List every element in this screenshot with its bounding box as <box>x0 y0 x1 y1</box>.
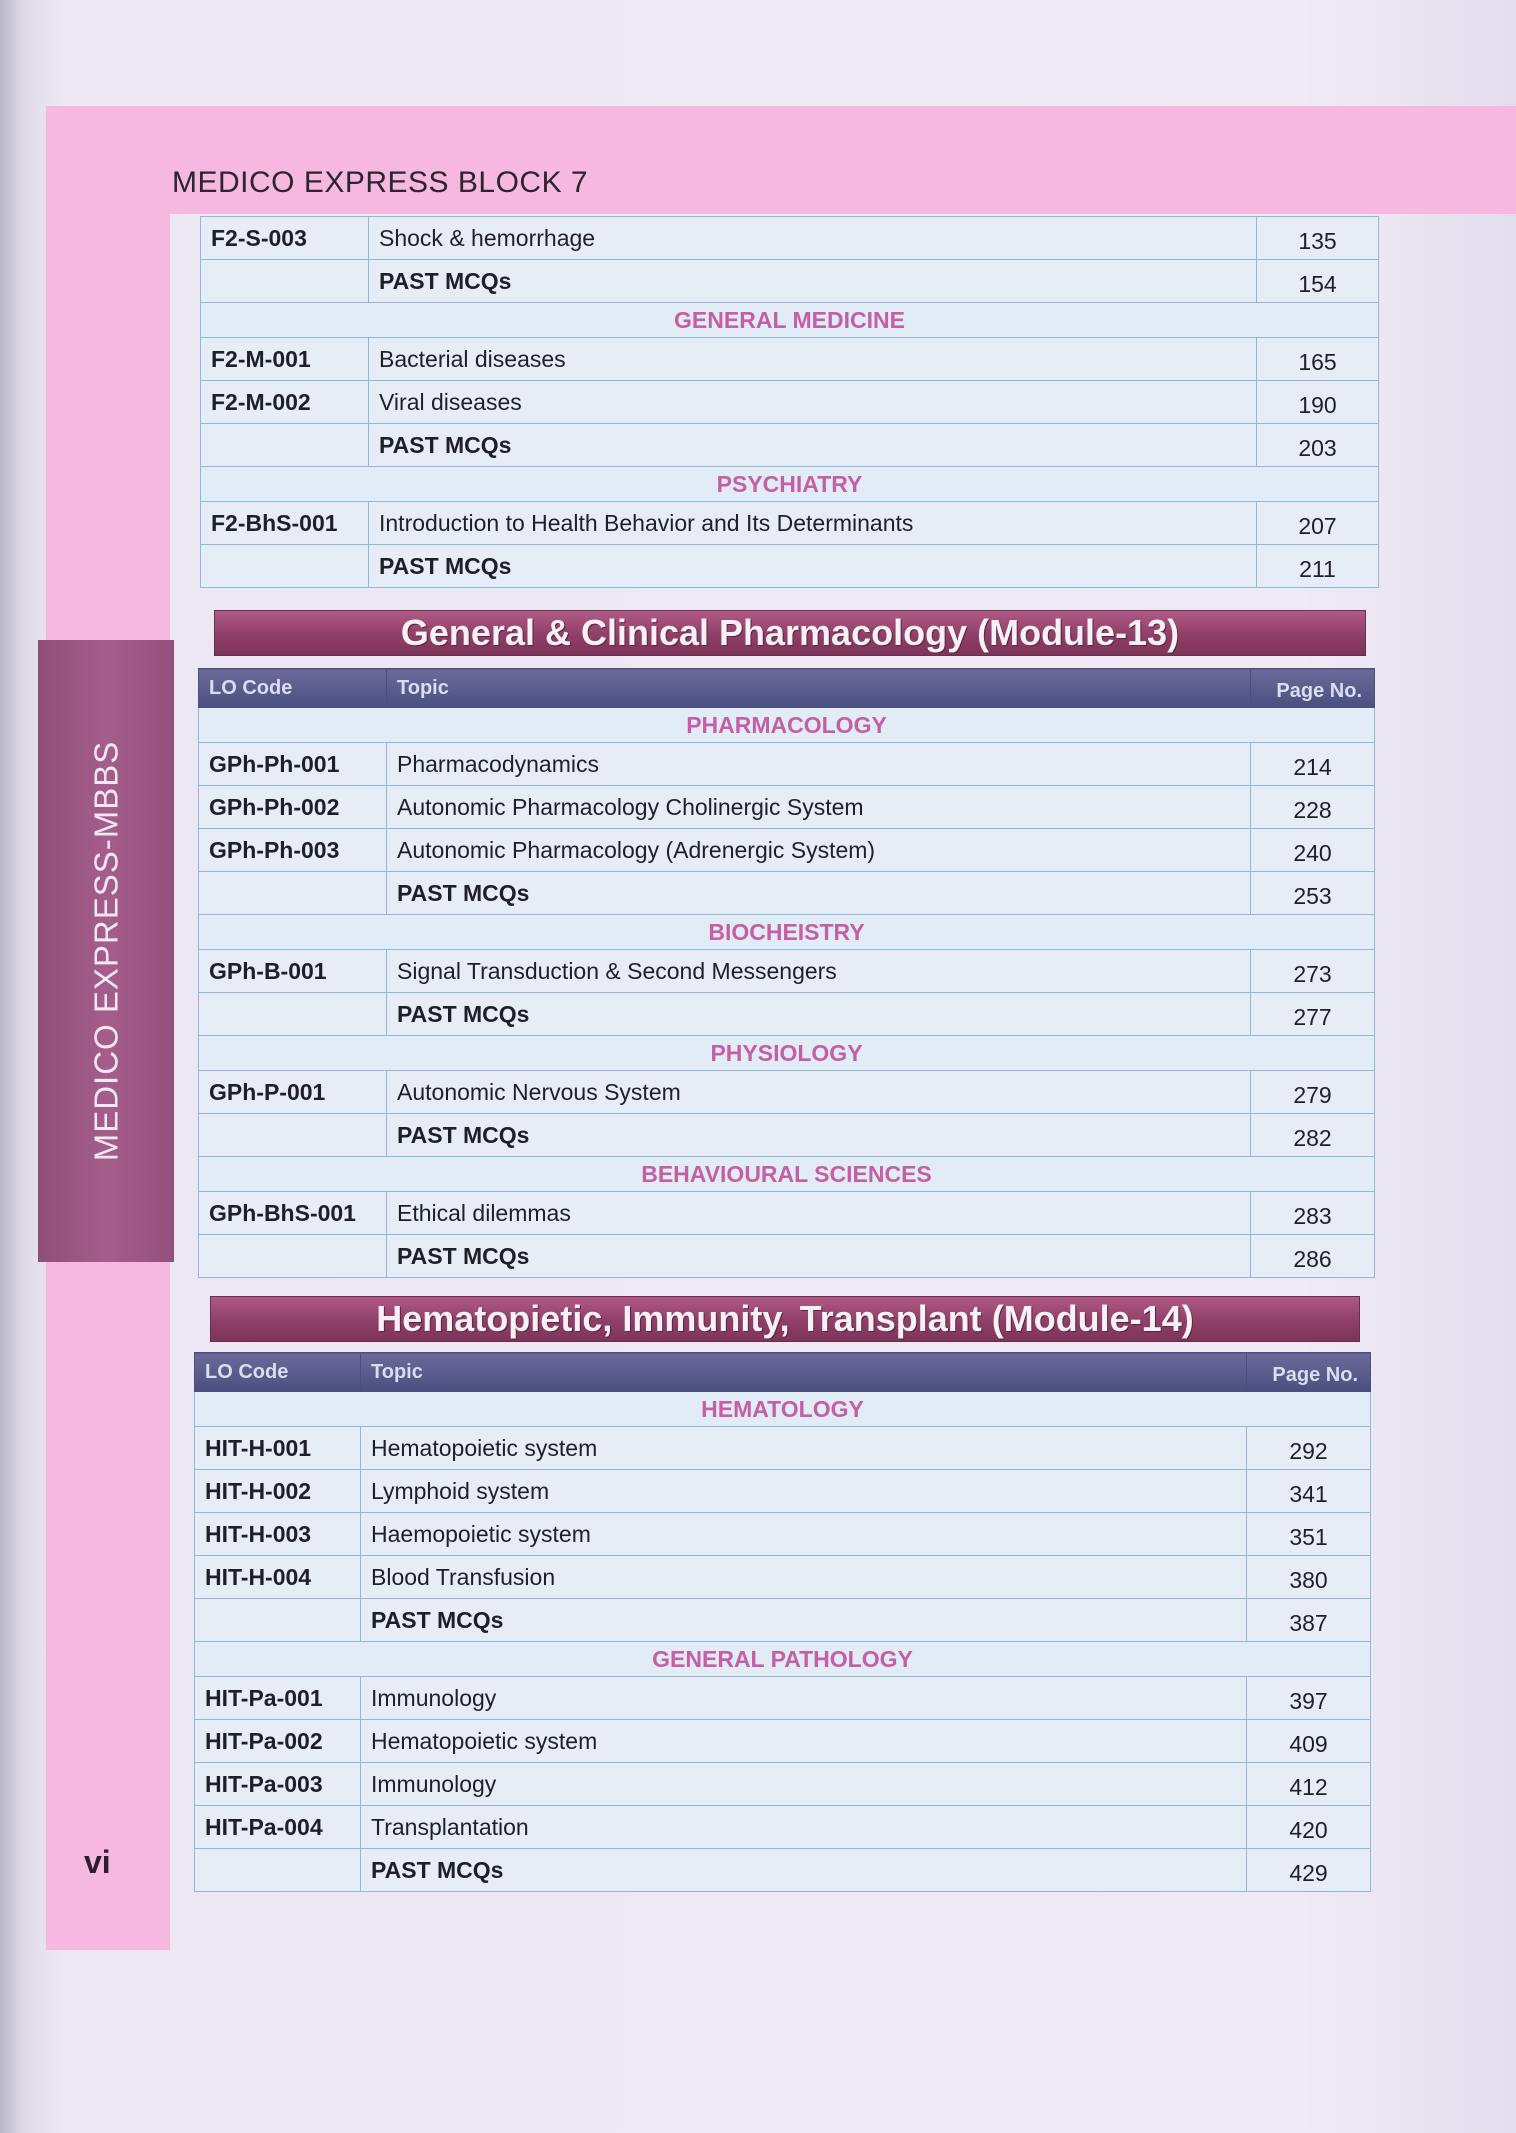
page-no: 228 <box>1251 786 1375 829</box>
page-no: 190 <box>1257 381 1379 424</box>
past-mcqs-row <box>201 260 1379 303</box>
section-heading: HEMATOLOGY <box>195 1392 1371 1427</box>
page-no: 211 <box>1257 545 1379 588</box>
topic: PAST MCQs <box>369 545 1257 588</box>
topic: Blood Transfusion <box>361 1556 1247 1599</box>
page-no: 397 <box>1247 1677 1371 1720</box>
page-no: 412 <box>1247 1763 1371 1806</box>
table-row <box>195 1677 1371 1720</box>
module-13-table <box>198 668 1375 1278</box>
page-no: 409 <box>1247 1720 1371 1763</box>
lo-code: HIT-H-004 <box>195 1556 361 1599</box>
header-topic: Topic <box>361 1353 1247 1392</box>
past-mcqs-row <box>199 993 1375 1036</box>
page-no: 277 <box>1251 993 1375 1036</box>
past-mcqs-row <box>195 1849 1371 1892</box>
past-mcqs-row <box>195 1599 1371 1642</box>
table-row <box>195 1470 1371 1513</box>
page-no: 154 <box>1257 260 1379 303</box>
module-13-title: General & Clinical Pharmacology (Module-13) <box>400 612 1180 653</box>
topic: Ethical dilemmas <box>387 1192 1251 1235</box>
table-row <box>195 1513 1371 1556</box>
header-page-no: Page No. <box>1247 1353 1371 1392</box>
table-header-row <box>199 669 1375 708</box>
section-row <box>199 1157 1375 1192</box>
topic: Bacterial diseases <box>369 338 1257 381</box>
lo-code <box>199 872 387 915</box>
table-row <box>195 1720 1371 1763</box>
page-no: 351 <box>1247 1513 1371 1556</box>
topic: Hematopoietic system <box>361 1427 1247 1470</box>
past-mcqs-row <box>199 872 1375 915</box>
page-no: 279 <box>1251 1071 1375 1114</box>
page-no: 240 <box>1251 829 1375 872</box>
section-row <box>199 1036 1375 1071</box>
page-number: vi <box>84 1844 111 1880</box>
topic: PAST MCQs <box>387 872 1251 915</box>
topic: PAST MCQs <box>361 1849 1247 1892</box>
section-heading: PHARMACOLOGY <box>199 708 1375 743</box>
lo-code <box>195 1599 361 1642</box>
topic: PAST MCQs <box>369 424 1257 467</box>
topic: Immunology <box>361 1677 1247 1720</box>
table-row <box>195 1763 1371 1806</box>
topic: Hematopoietic system <box>361 1720 1247 1763</box>
page-no: 165 <box>1257 338 1379 381</box>
lo-code: HIT-Pa-004 <box>195 1806 361 1849</box>
header-topic: Topic <box>387 669 1251 708</box>
header-lo-code: LO Code <box>199 669 387 708</box>
table-row <box>199 786 1375 829</box>
lo-code: GPh-B-001 <box>199 950 387 993</box>
table-row <box>199 829 1375 872</box>
module-14-table <box>194 1352 1371 1892</box>
section-row <box>201 303 1379 338</box>
lo-code: GPh-Ph-003 <box>199 829 387 872</box>
page-no: 282 <box>1251 1114 1375 1157</box>
module-14-banner <box>210 1296 1360 1342</box>
header-page-no: Page No. <box>1251 669 1375 708</box>
past-mcqs-row <box>199 1235 1375 1278</box>
topic: Introduction to Health Behavior and Its Determinants <box>369 502 1257 545</box>
past-mcqs-row <box>199 1114 1375 1157</box>
page-no: 380 <box>1247 1556 1371 1599</box>
lo-code: F2-M-001 <box>201 338 369 381</box>
toc-body <box>201 217 1379 588</box>
module-14-body <box>195 1353 1371 1892</box>
page-no: 207 <box>1257 502 1379 545</box>
header-lo-code: LO Code <box>195 1353 361 1392</box>
lo-code <box>195 1849 361 1892</box>
section-heading: GENERAL MEDICINE <box>201 303 1379 338</box>
table-row <box>201 338 1379 381</box>
table-row <box>195 1556 1371 1599</box>
topic: Autonomic Nervous System <box>387 1071 1251 1114</box>
section-row <box>195 1392 1371 1427</box>
side-tab-label: MEDICO EXPRESS-MBBS <box>87 740 125 1162</box>
module-13-banner <box>214 610 1366 656</box>
page-title: MEDICO EXPRESS BLOCK 7 <box>172 166 589 199</box>
table-row <box>199 1192 1375 1235</box>
section-row <box>199 708 1375 743</box>
section-row <box>199 915 1375 950</box>
topic: PAST MCQs <box>387 1114 1251 1157</box>
table-row <box>199 950 1375 993</box>
section-heading: PSYCHIATRY <box>201 467 1379 502</box>
lo-code <box>201 260 369 303</box>
topic: PAST MCQs <box>361 1599 1247 1642</box>
module-14-title: Hematopietic, Immunity, Transplant (Module-14) <box>376 1298 1194 1339</box>
table-row <box>201 217 1379 260</box>
table-row <box>201 381 1379 424</box>
section-heading: GENERAL PATHOLOGY <box>195 1642 1371 1677</box>
table-row <box>201 502 1379 545</box>
topic: PAST MCQs <box>369 260 1257 303</box>
topic: Immunology <box>361 1763 1247 1806</box>
page-no: 286 <box>1251 1235 1375 1278</box>
table-row <box>199 1071 1375 1114</box>
side-tab-label-wrap <box>38 640 174 1262</box>
page-no: 214 <box>1251 743 1375 786</box>
lo-code <box>201 424 369 467</box>
page-no: 387 <box>1247 1599 1371 1642</box>
section-heading: PHYSIOLOGY <box>199 1036 1375 1071</box>
page-no: 135 <box>1257 217 1379 260</box>
lo-code <box>199 993 387 1036</box>
lo-code: HIT-Pa-001 <box>195 1677 361 1720</box>
section-heading: BIOCHEISTRY <box>199 915 1375 950</box>
table-row <box>195 1427 1371 1470</box>
topic: Lymphoid system <box>361 1470 1247 1513</box>
page-no: 429 <box>1247 1849 1371 1892</box>
lo-code <box>201 545 369 588</box>
topic: Autonomic Pharmacology (Adrenergic System) <box>387 829 1251 872</box>
topic: Transplantation <box>361 1806 1247 1849</box>
lo-code <box>199 1114 387 1157</box>
lo-code: HIT-Pa-003 <box>195 1763 361 1806</box>
past-mcqs-row <box>201 545 1379 588</box>
lo-code: HIT-H-002 <box>195 1470 361 1513</box>
table-header-row <box>195 1353 1371 1392</box>
table-row <box>195 1806 1371 1849</box>
lo-code: GPh-Ph-002 <box>199 786 387 829</box>
topic: Signal Transduction & Second Messengers <box>387 950 1251 993</box>
page-no: 203 <box>1257 424 1379 467</box>
topic: Shock & hemorrhage <box>369 217 1257 260</box>
lo-code: F2-M-002 <box>201 381 369 424</box>
page-no: 420 <box>1247 1806 1371 1849</box>
page-no: 283 <box>1251 1192 1375 1235</box>
toc-table-continued <box>200 216 1379 588</box>
topic: Pharmacodynamics <box>387 743 1251 786</box>
lo-code: GPh-BhS-001 <box>199 1192 387 1235</box>
lo-code: F2-BhS-001 <box>201 502 369 545</box>
lo-code: HIT-Pa-002 <box>195 1720 361 1763</box>
past-mcqs-row <box>201 424 1379 467</box>
lo-code: HIT-H-003 <box>195 1513 361 1556</box>
section-row <box>195 1642 1371 1677</box>
topic: PAST MCQs <box>387 1235 1251 1278</box>
section-heading: BEHAVIOURAL SCIENCES <box>199 1157 1375 1192</box>
page-no: 253 <box>1251 872 1375 915</box>
lo-code <box>199 1235 387 1278</box>
page-no: 292 <box>1247 1427 1371 1470</box>
table-row <box>199 743 1375 786</box>
lo-code: F2-S-003 <box>201 217 369 260</box>
topic: Viral diseases <box>369 381 1257 424</box>
topic: PAST MCQs <box>387 993 1251 1036</box>
section-row <box>201 467 1379 502</box>
lo-code: HIT-H-001 <box>195 1427 361 1470</box>
lo-code: GPh-Ph-001 <box>199 743 387 786</box>
page-no: 341 <box>1247 1470 1371 1513</box>
topic: Autonomic Pharmacology Cholinergic System <box>387 786 1251 829</box>
topic: Haemopoietic system <box>361 1513 1247 1556</box>
lo-code: GPh-P-001 <box>199 1071 387 1114</box>
page-no: 273 <box>1251 950 1375 993</box>
module-13-body <box>199 669 1375 1278</box>
